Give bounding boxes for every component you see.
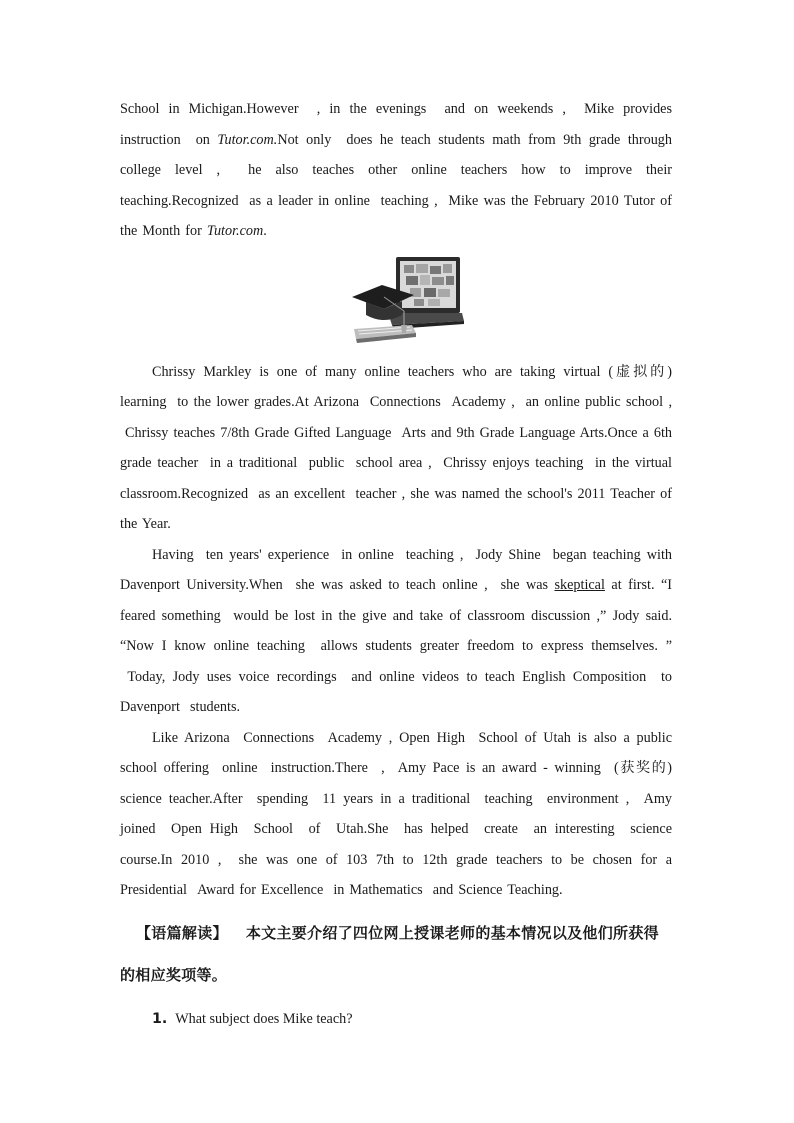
question-number: 1.	[152, 1010, 168, 1027]
paragraph-text: Not only does he teach students math from 9th grade through college level , he also teaches other online teachers how to improve their teaching.Recognized as a leader in online teaching , Mike was the February 2010 Tutor of the Month for	[120, 131, 672, 239]
question-text: What subject does Mike teach?	[175, 1010, 353, 1027]
graduation-cap-laptop-icon	[352, 255, 464, 343]
paragraph-amy: Like Arizona Connections Academy , Open High School of Utah is also a public school offering online instruction.There , Amy Pace is an award - winning (获奖的) science teacher.After spending 11 years in a traditional teaching environment , Amy joined Open High School of Utah.She has helped create an interesting science course.In 2010 , she was one of 103 7th to 12th grade teachers to be chosen for a Presidential Award for Excellence in Mathematics and Science Teaching.	[120, 729, 672, 898]
paragraph-text: Having ten years' experience in online teaching , Jody Shine began teaching with Davenport University.When she was asked to teach online , she was	[120, 546, 672, 593]
paragraph-jody	[120, 540, 672, 723]
paragraph-text: at first. “I feared something would be lost in the give and take of classroom discussion ,” Jody said. “Now I know online teaching allows students greater freedom to express themselves. ” Today, Jody uses voice recordings and online videos to teach English Composition to Davenport students.	[120, 577, 672, 715]
underlined-word: skeptical	[554, 577, 605, 593]
article-body	[120, 94, 672, 1034]
passage-analysis	[120, 912, 672, 996]
paragraph-chrissy: Chrissy Markley is one of many online teachers who are taking virtual (虚拟的) learning to the lower grades.At Arizona Connections Academy , an online public school , Chrissy teaches 7/8th Grade Gifted Language Arts and 9th Grade Language Arts.Once a 6th grade teacher in a traditional public school area , Chrissy enjoys teaching in the virtual classroom.Recognized as an excellent teacher , she was named the school's 2011 Teacher of the Year.	[120, 363, 673, 532]
paragraph-text: .	[263, 223, 267, 239]
site-name: Tutor.com.	[217, 131, 278, 148]
paragraph-text: School in Michigan.However , in the evenings and on weekends , Mike provides instruction on	[120, 101, 672, 148]
illustration	[120, 255, 672, 347]
analysis-text: 本文主要介绍了四位网上授课老师的基本情况以及他们所获得的相应奖项等。	[120, 923, 659, 984]
site-name: Tutor.com	[206, 223, 264, 239]
analysis-tag: 【语篇解读】	[136, 923, 228, 942]
question-1	[120, 1004, 672, 1034]
paragraph-mike	[120, 94, 672, 247]
